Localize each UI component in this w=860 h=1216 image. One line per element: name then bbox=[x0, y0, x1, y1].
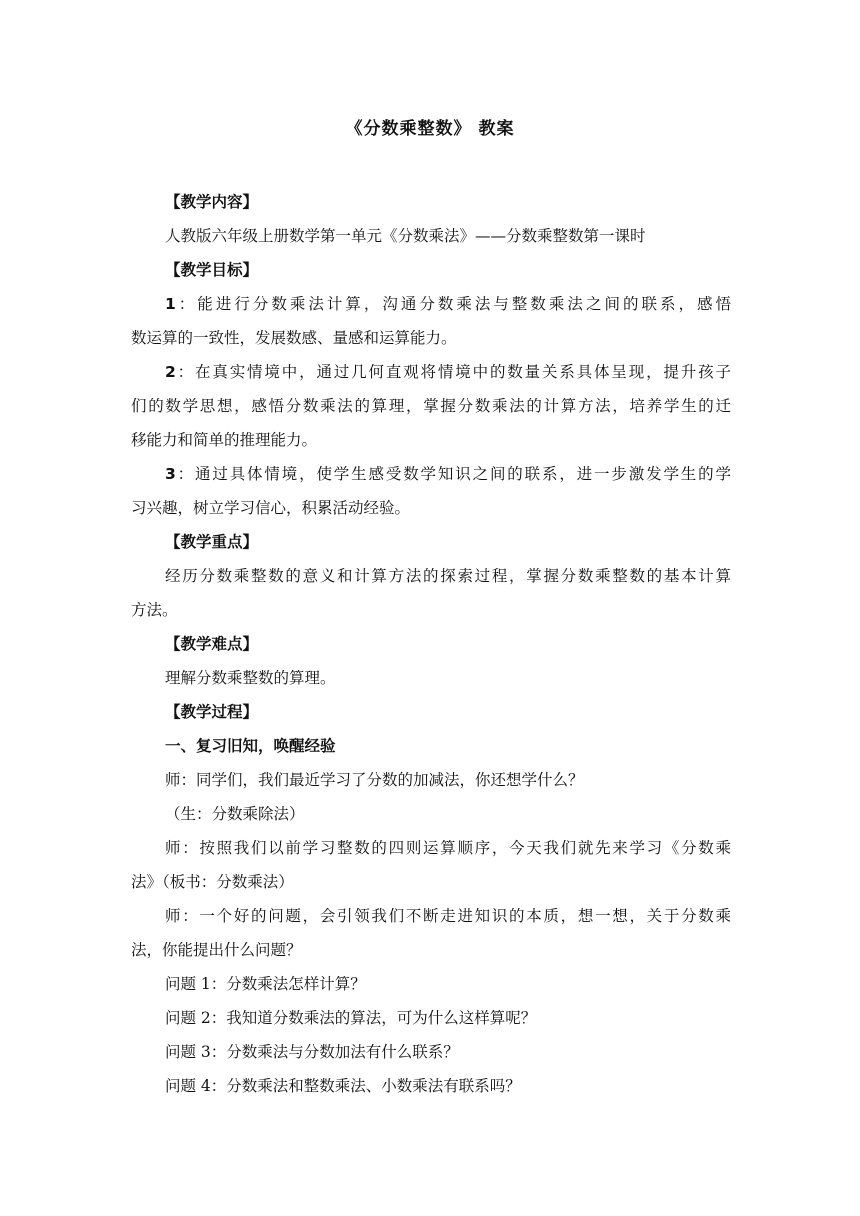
dialogue-line-1: 师：同学们，我们最近学习了分数的加减法，你还想学什么？ bbox=[165, 771, 584, 789]
heading-teaching-goals: 【教学目标】 bbox=[165, 261, 259, 279]
dialogue-line-4b: 法，你能提出什么问题？ bbox=[131, 941, 302, 959]
goal-3-number: 3 bbox=[165, 465, 176, 483]
goal-3-line-2: 习兴趣，树立学习信心，积累活动经验。 bbox=[131, 499, 411, 517]
paragraph-teaching-content: 人教版六年级上册数学第一单元《分数乘法》——分数乘整数第一课时 bbox=[165, 227, 646, 245]
goal-1-text-1: ：能进行分数乘法计算，沟通分数乘法与整数乘法之间的联系，感悟 bbox=[175, 295, 731, 313]
goal-3-line-1 bbox=[131, 457, 731, 491]
goal-1-line-2: 数运算的一致性，发展数感、量感和运算能力。 bbox=[131, 329, 457, 347]
goal-3-text-1: ：通过具体情境，使学生感受数学知识之间的联系，进一步激发学生的学 bbox=[175, 465, 731, 483]
goal-2-line-1 bbox=[131, 355, 731, 389]
dialogue-line-3a: 师：按照我们以前学习整数的四则运算顺序，今天我们就先来学习《分数乘 bbox=[165, 839, 731, 857]
goal-1-line-1 bbox=[131, 287, 731, 321]
question-1: 问题 1：分数乘法怎样计算？ bbox=[165, 975, 366, 993]
goal-2-text-1: ：在真实情境中，通过几何直观将情境中的数量关系具体呈现，提升孩子 bbox=[175, 363, 731, 381]
dialogue-line-3b: 法》（板书：分数乘法） bbox=[131, 873, 294, 891]
page-title: 《分数乘整数》 教案 bbox=[345, 119, 515, 139]
heading-difficulty: 【教学难点】 bbox=[165, 635, 259, 653]
step-1-heading: 一、复习旧知，唤醒经验 bbox=[165, 737, 336, 755]
question-4: 问题 4：分数乘法和整数乘法、小数乘法有联系吗？ bbox=[165, 1077, 521, 1095]
key-points-line-1: 经历分数乘整数的意义和计算方法的探索过程，掌握分数乘整数的基本计算 bbox=[165, 567, 731, 585]
heading-teaching-process: 【教学过程】 bbox=[165, 703, 259, 721]
heading-key-points: 【教学重点】 bbox=[165, 533, 259, 551]
goal-1-number: 1 bbox=[165, 295, 176, 313]
goal-2-line-3: 移能力和简单的推理能力。 bbox=[131, 431, 318, 449]
dialogue-line-4a: 师：一个好的问题，会引领我们不断走进知识的本质，想一想，关于分数乘 bbox=[165, 907, 731, 925]
heading-teaching-content: 【教学内容】 bbox=[165, 193, 259, 211]
question-2: 问题 2：我知道分数乘法的算法，可为什么这样算呢？ bbox=[165, 1009, 537, 1027]
difficulty-text: 理解分数乘整数的算理。 bbox=[165, 669, 336, 687]
question-3: 问题 3：分数乘法与分数加法有什么联系？ bbox=[165, 1043, 459, 1061]
goal-2-number: 2 bbox=[165, 363, 176, 381]
document-body bbox=[131, 185, 731, 1103]
key-points-line-2: 方法。 bbox=[131, 601, 178, 619]
goal-2-line-2: 们的数学思想，感悟分数乘法的算理，掌握分数乘法的计算方法，培养学生的迁 bbox=[131, 397, 731, 415]
dialogue-line-2: （生：分数乘除法） bbox=[165, 805, 305, 823]
